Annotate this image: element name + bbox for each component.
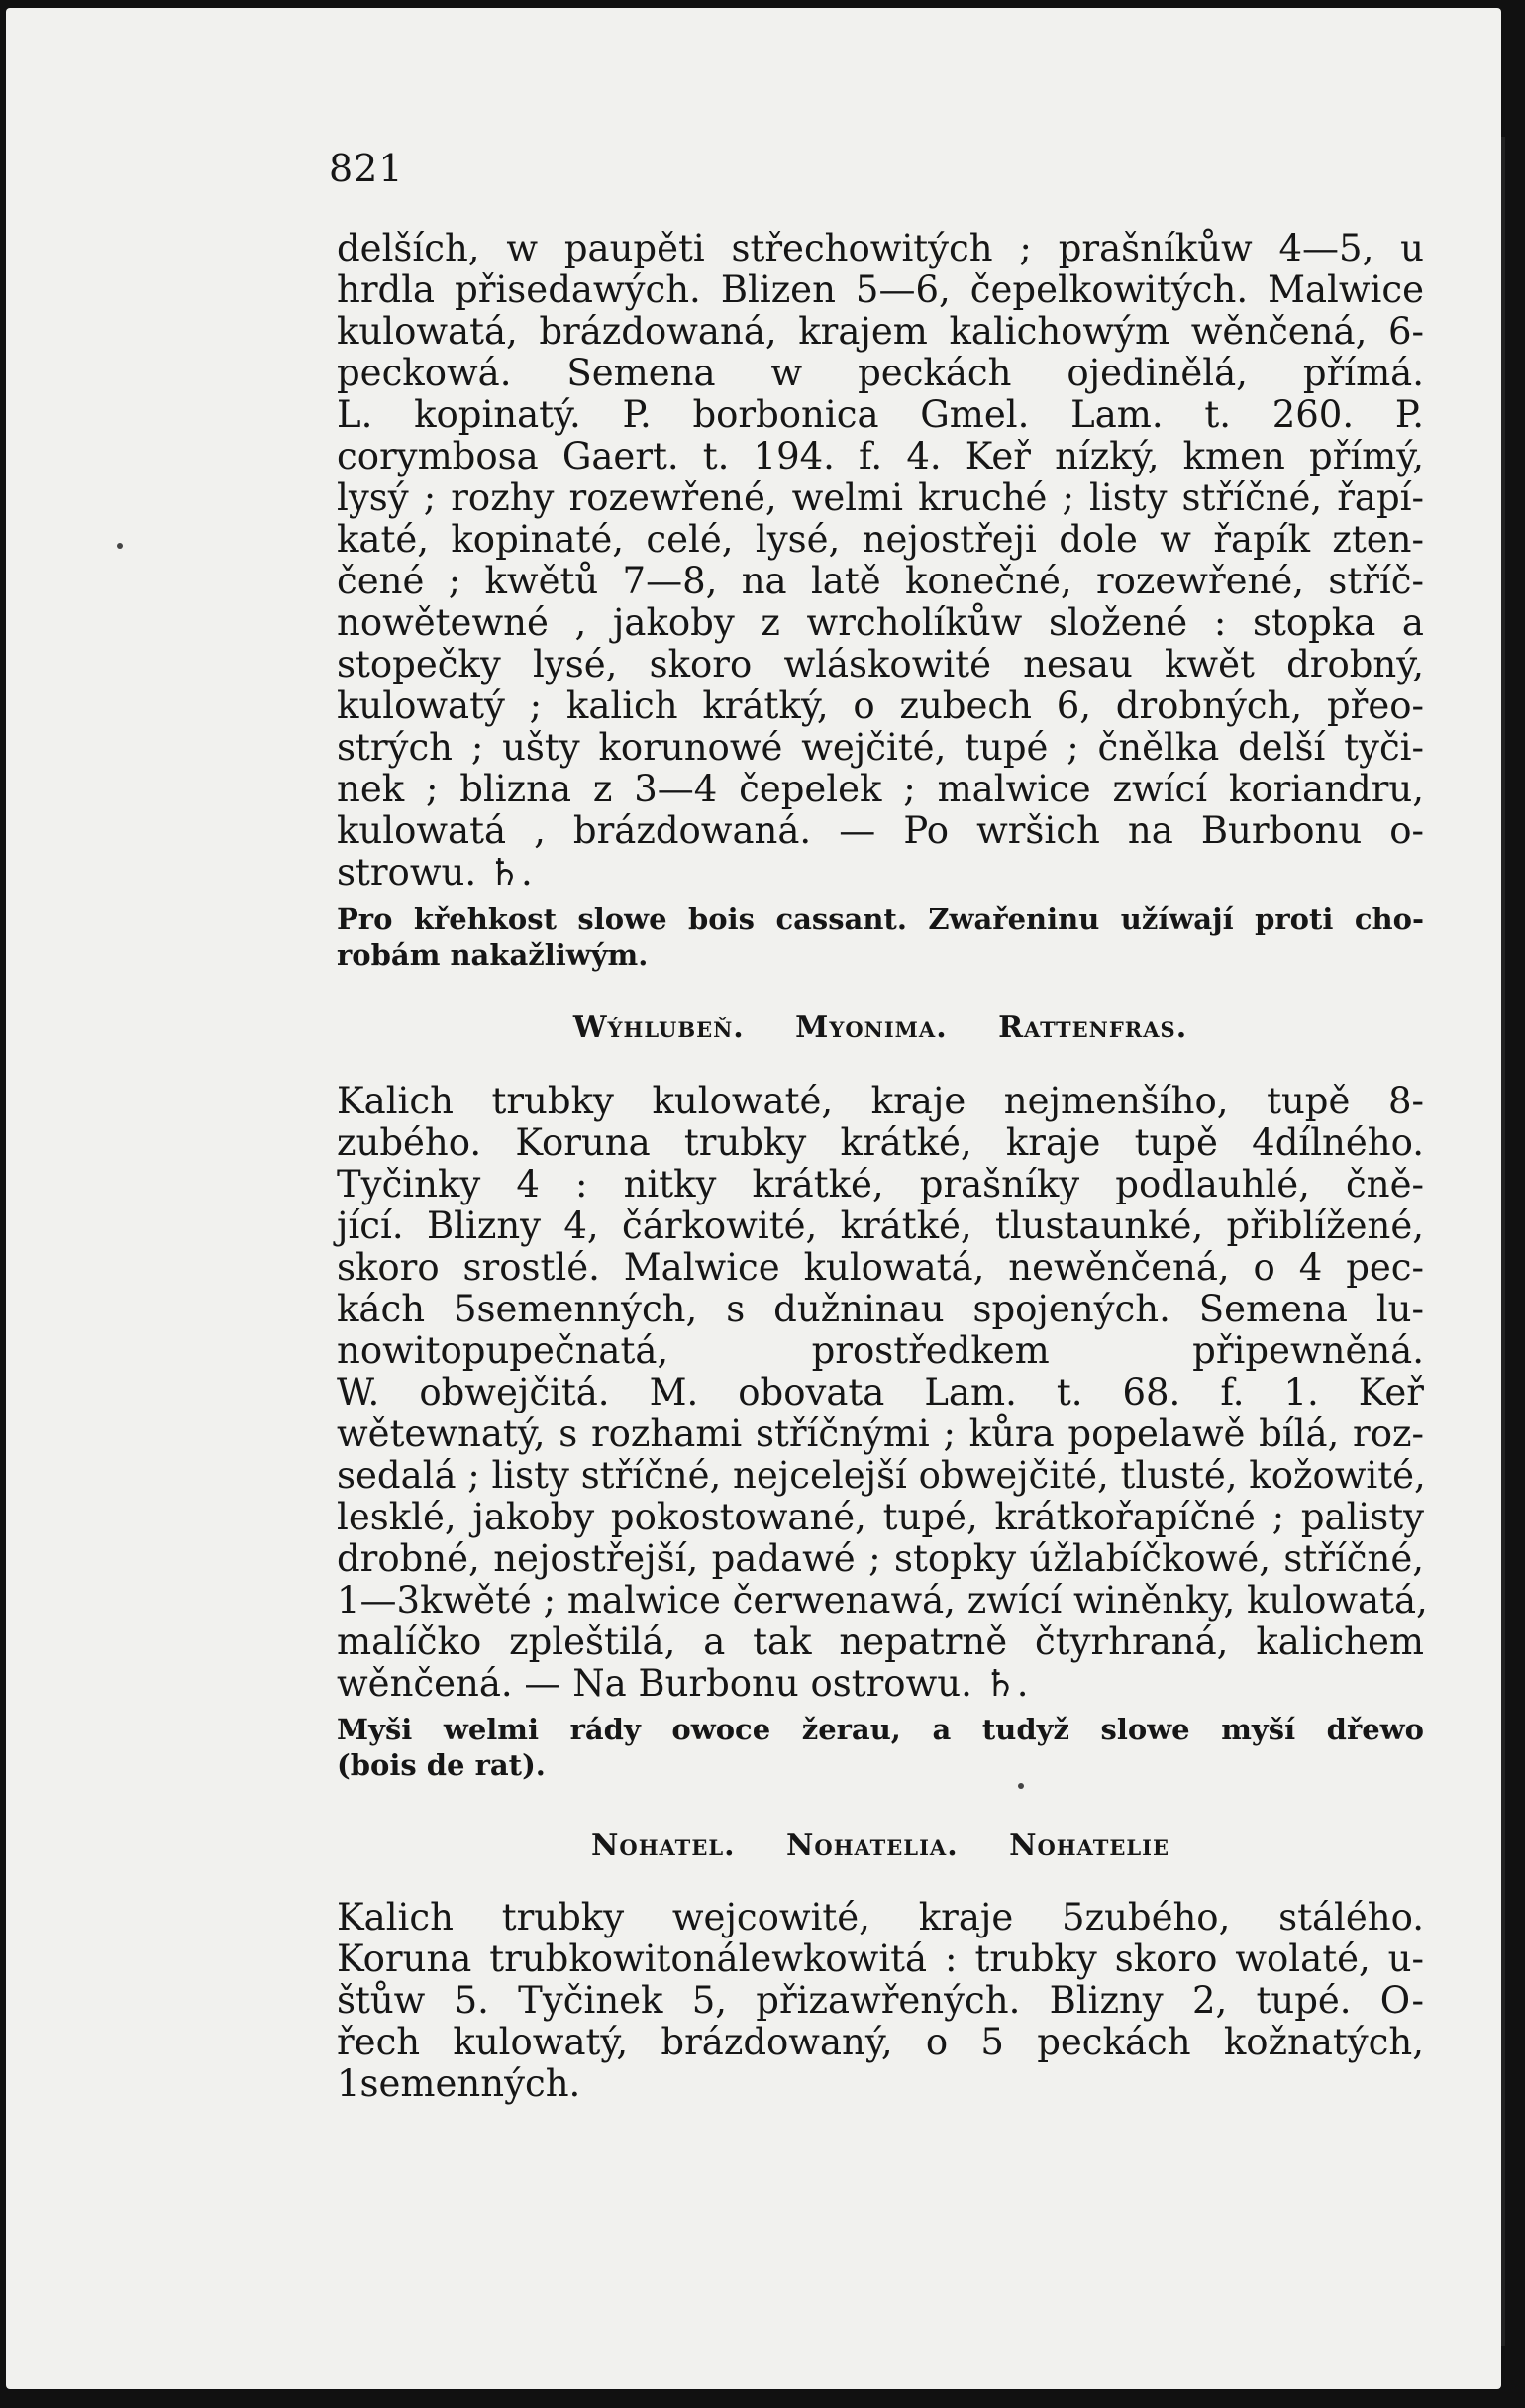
speck-mark [1018, 1783, 1024, 1789]
text-line: Myši welmi rády owoce žerau, a tudyž slowe myší dřewo [337, 1713, 1424, 1746]
section-nohatelia-text [337, 1897, 1424, 2105]
footnote-bois-de-rat [337, 1712, 1424, 1783]
text-line: peckowá. Semena w peckách ojedinělá, přímá. [337, 352, 1424, 394]
text-line: wětewnatý, s rozhami stříčnými ; kůra popelawě bílá, roz- [337, 1413, 1424, 1455]
text-line: 1—3kwěté ; malwice čerwenawá, zwící winěnky, kulowatá, [337, 1579, 1428, 1622]
text-line: kulowatý ; kalich krátký, o zubech 6, drobných, přeo- [337, 684, 1424, 727]
text-line: řech kulowatý, brázdowaný, o 5 peckách kožnatých, [337, 2021, 1424, 2063]
text-line: jící. Blizny 4, čárkowité, krátké, tlustaunké, přiblížené, [337, 1204, 1424, 1247]
text-line: malíčko zpleštilá, a tak nepatrně čtyrhraná, kalichem [337, 1621, 1424, 1663]
text-line: nowětewné , jakoby z wrcholíkůw složené : stopka a [337, 601, 1424, 644]
book-page [6, 8, 1501, 2389]
text-line: Kalich trubky kulowaté, kraje nejmenšího, tupě 8- [337, 1080, 1424, 1122]
text-line: hrdla přisedawých. Blizen 5—6, čepelkowitých. Malwice [337, 268, 1424, 311]
section-pittosporum-text [337, 228, 1424, 893]
text-line: lesklé, jakoby pokostowané, tupé, krátkořapíčné ; palisty [337, 1496, 1424, 1538]
text-line: Koruna trubkowitonálewkowitá : trubky skoro wolaté, u- [337, 1937, 1424, 1980]
text-line: kulowatá, brázdowaná, krajem kalichowým wěnčená, 6- [337, 310, 1424, 353]
text-line: zubého. Koruna trubky krátké, kraje tupě 4dílného. [337, 1121, 1424, 1164]
text-line: stopečky lysé, skoro wláskowité nesau kwět drobný, [337, 643, 1424, 685]
speck-mark [117, 543, 123, 549]
text-line: wěnčená. — Na Burbonu ostrowu. ♄. [337, 1662, 1029, 1705]
text-line: štůw 5. Tyčinek 5, přizawřených. Blizny 2, tupé. O- [337, 1979, 1424, 2022]
text-line: drobné, nejostřejší, padawé ; stopky úžlabíčkowé, stříčné, [337, 1537, 1424, 1580]
text-line: delších, w paupěti střechowitých ; prašníkůw 4—5, u [337, 227, 1424, 269]
footnote-bois-cassant [337, 901, 1424, 973]
text-line: strowu. ♄. [337, 851, 533, 893]
text-line: sedalá ; listy stříčné, nejcelejší obwejčité, tlusté, kožowité, [337, 1454, 1426, 1497]
text-line: lysý ; rozhy rozewřené, welmi kruché ; listy stříčné, řapí- [337, 476, 1424, 519]
text-line: Tyčinky 4 : nitky krátké, prašníky podlauhlé, čně- [337, 1163, 1424, 1205]
text-line: strých ; ušty korunowé wejčité, tupé ; čnělka delší tyči- [337, 726, 1424, 769]
text-line: katé, kopinaté, celé, lysé, nejostřeji dole w řapík zten- [337, 518, 1424, 561]
page-number: 821 [329, 147, 404, 190]
text-line: W. obwejčitá. M. obovata Lam. t. 68. f. 1. Keř [337, 1371, 1424, 1413]
text-line: kulowatá , brázdowaná. — Po wršich na Burbonu o- [337, 809, 1424, 852]
text-line: robám nakažliwým. [337, 938, 649, 972]
text-line: Kalich trubky wejcowité, kraje 5zubého, stálého. [337, 1896, 1424, 1938]
text-line: nek ; blizna z 3—4 čepelek ; malwice zwící koriandru, [337, 768, 1424, 810]
text-line: corymbosa Gaert. t. 194. f. 4. Keř nízký, kmen přímý, [337, 435, 1424, 477]
text-line: L. kopinatý. P. borbonica Gmel. Lam. t. 260. P. [337, 393, 1424, 436]
text-line: 1semenných. [337, 2062, 581, 2105]
text-line: skoro srostlé. Malwice kulowatá, newěnčená, o 4 pec- [337, 1246, 1424, 1289]
genus-heading-myonima: Wýhlubeň. Myonima. Rattenfras. [572, 1010, 1188, 1045]
text-line: kách 5semenných, s dužninau spojených. Semena lu- [337, 1288, 1424, 1330]
text-line: čené ; kwětů 7—8, na latě konečné, rozewřené, stříč- [337, 560, 1424, 602]
text-line: nowitopupečnatá, prostředkem připewněná. [337, 1329, 1424, 1372]
page-edge-line [1501, 137, 1505, 2346]
genus-heading-nohatelia: Nohatel. Nohatelia. Nohatelie [590, 1829, 1170, 1863]
text-line: Pro křehkost slowe bois cassant. Zwařeninu užíwají proti cho- [337, 902, 1424, 936]
section-myonima-text [337, 1080, 1428, 1705]
text-line: (bois de rat). [337, 1748, 546, 1782]
